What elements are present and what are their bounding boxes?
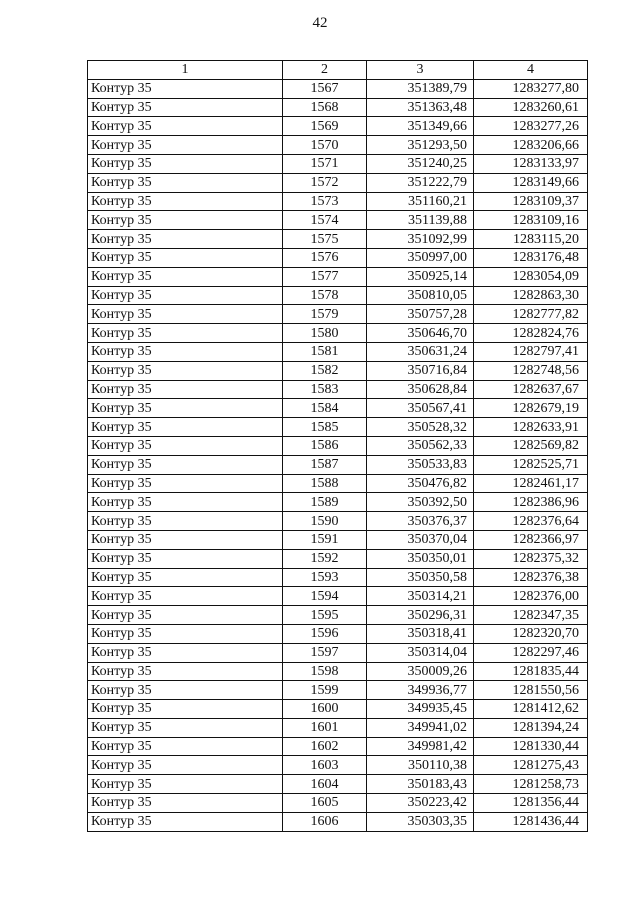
table-row <box>88 455 588 474</box>
contour-name-cell: Контур 35 <box>88 342 283 361</box>
x-coordinate-cell: 351363,48 <box>367 98 474 117</box>
table-row <box>88 361 588 380</box>
header-col-3: 3 <box>367 61 474 80</box>
contour-name-cell: Контур 35 <box>88 230 283 249</box>
y-coordinate-cell: 1282375,32 <box>474 549 588 568</box>
x-coordinate-cell: 350631,24 <box>367 342 474 361</box>
point-number-cell: 1571 <box>283 154 367 173</box>
point-number-cell: 1602 <box>283 737 367 756</box>
table-row <box>88 267 588 286</box>
point-number-cell: 1567 <box>283 79 367 98</box>
table-row <box>88 418 588 437</box>
contour-name-cell: Контур 35 <box>88 455 283 474</box>
y-coordinate-cell: 1282366,97 <box>474 530 588 549</box>
y-coordinate-cell: 1282376,64 <box>474 512 588 531</box>
header-row <box>88 61 588 80</box>
table-row <box>88 549 588 568</box>
y-coordinate-cell: 1281275,43 <box>474 756 588 775</box>
header-col-4: 4 <box>474 61 588 80</box>
contour-name-cell: Контур 35 <box>88 662 283 681</box>
table-row <box>88 530 588 549</box>
table-row <box>88 436 588 455</box>
contour-name-cell: Контур 35 <box>88 305 283 324</box>
contour-name-cell: Контур 35 <box>88 361 283 380</box>
x-coordinate-cell: 350757,28 <box>367 305 474 324</box>
contour-name-cell: Контур 35 <box>88 154 283 173</box>
contour-name-cell: Контур 35 <box>88 587 283 606</box>
header-col-1: 1 <box>88 61 283 80</box>
point-number-cell: 1591 <box>283 530 367 549</box>
point-number-cell: 1605 <box>283 794 367 813</box>
point-number-cell: 1589 <box>283 493 367 512</box>
contour-name-cell: Контур 35 <box>88 549 283 568</box>
y-coordinate-cell: 1281550,56 <box>474 681 588 700</box>
table-row <box>88 211 588 230</box>
y-coordinate-cell: 1283133,97 <box>474 154 588 173</box>
x-coordinate-cell: 350350,58 <box>367 568 474 587</box>
x-coordinate-cell: 351092,99 <box>367 230 474 249</box>
contour-name-cell: Контур 35 <box>88 700 283 719</box>
header-col-2: 2 <box>283 61 367 80</box>
table-row <box>88 512 588 531</box>
x-coordinate-cell: 351240,25 <box>367 154 474 173</box>
x-coordinate-cell: 350567,41 <box>367 399 474 418</box>
coordinates-table <box>87 60 588 832</box>
point-number-cell: 1603 <box>283 756 367 775</box>
x-coordinate-cell: 350110,38 <box>367 756 474 775</box>
contour-name-cell: Контур 35 <box>88 756 283 775</box>
contour-name-cell: Контур 35 <box>88 812 283 831</box>
page-number: 42 <box>312 15 328 31</box>
point-number-cell: 1588 <box>283 474 367 493</box>
contour-name-cell: Контур 35 <box>88 286 283 305</box>
table-row <box>88 587 588 606</box>
contour-name-cell: Контур 35 <box>88 794 283 813</box>
table-row <box>88 643 588 662</box>
y-coordinate-cell: 1281258,73 <box>474 775 588 794</box>
point-number-cell: 1593 <box>283 568 367 587</box>
point-number-cell: 1606 <box>283 812 367 831</box>
y-coordinate-cell: 1283115,20 <box>474 230 588 249</box>
x-coordinate-cell: 350223,42 <box>367 794 474 813</box>
x-coordinate-cell: 351349,66 <box>367 117 474 136</box>
table-row <box>88 606 588 625</box>
x-coordinate-cell: 350716,84 <box>367 361 474 380</box>
table-row <box>88 192 588 211</box>
contour-name-cell: Контур 35 <box>88 681 283 700</box>
point-number-cell: 1577 <box>283 267 367 286</box>
x-coordinate-cell: 350562,33 <box>367 436 474 455</box>
contour-name-cell: Контур 35 <box>88 248 283 267</box>
point-number-cell: 1587 <box>283 455 367 474</box>
contour-name-cell: Контур 35 <box>88 418 283 437</box>
x-coordinate-cell: 349936,77 <box>367 681 474 700</box>
table-row <box>88 662 588 681</box>
table-row <box>88 248 588 267</box>
table-row <box>88 737 588 756</box>
y-coordinate-cell: 1282376,00 <box>474 587 588 606</box>
y-coordinate-cell: 1283206,66 <box>474 136 588 155</box>
table-row <box>88 399 588 418</box>
table-row <box>88 79 588 98</box>
x-coordinate-cell: 351139,88 <box>367 211 474 230</box>
y-coordinate-cell: 1283149,66 <box>474 173 588 192</box>
y-coordinate-cell: 1282347,35 <box>474 606 588 625</box>
y-coordinate-cell: 1283277,80 <box>474 79 588 98</box>
y-coordinate-cell: 1281835,44 <box>474 662 588 681</box>
table-row <box>88 380 588 399</box>
y-coordinate-cell: 1283054,09 <box>474 267 588 286</box>
point-number-cell: 1586 <box>283 436 367 455</box>
table-row <box>88 230 588 249</box>
y-coordinate-cell: 1283260,61 <box>474 98 588 117</box>
point-number-cell: 1594 <box>283 587 367 606</box>
x-coordinate-cell: 350009,26 <box>367 662 474 681</box>
table-row <box>88 117 588 136</box>
contour-name-cell: Контур 35 <box>88 79 283 98</box>
point-number-cell: 1568 <box>283 98 367 117</box>
point-number-cell: 1578 <box>283 286 367 305</box>
contour-name-cell: Контур 35 <box>88 173 283 192</box>
contour-name-cell: Контур 35 <box>88 568 283 587</box>
contour-name-cell: Контур 35 <box>88 117 283 136</box>
table-row <box>88 794 588 813</box>
contour-name-cell: Контур 35 <box>88 512 283 531</box>
table-row <box>88 154 588 173</box>
x-coordinate-cell: 351222,79 <box>367 173 474 192</box>
y-coordinate-cell: 1283109,16 <box>474 211 588 230</box>
x-coordinate-cell: 350476,82 <box>367 474 474 493</box>
y-coordinate-cell: 1282461,17 <box>474 474 588 493</box>
y-coordinate-cell: 1281356,44 <box>474 794 588 813</box>
x-coordinate-cell: 350183,43 <box>367 775 474 794</box>
point-number-cell: 1573 <box>283 192 367 211</box>
x-coordinate-cell: 349981,42 <box>367 737 474 756</box>
contour-name-cell: Контур 35 <box>88 98 283 117</box>
y-coordinate-cell: 1282679,19 <box>474 399 588 418</box>
point-number-cell: 1572 <box>283 173 367 192</box>
y-coordinate-cell: 1283176,48 <box>474 248 588 267</box>
y-coordinate-cell: 1282525,71 <box>474 455 588 474</box>
point-number-cell: 1595 <box>283 606 367 625</box>
y-coordinate-cell: 1282297,46 <box>474 643 588 662</box>
point-number-cell: 1579 <box>283 305 367 324</box>
point-number-cell: 1583 <box>283 380 367 399</box>
contour-name-cell: Контур 35 <box>88 380 283 399</box>
y-coordinate-cell: 1282320,70 <box>474 624 588 643</box>
point-number-cell: 1597 <box>283 643 367 662</box>
x-coordinate-cell: 351293,50 <box>367 136 474 155</box>
x-coordinate-cell: 349935,45 <box>367 700 474 719</box>
contour-name-cell: Контур 35 <box>88 624 283 643</box>
x-coordinate-cell: 350925,14 <box>367 267 474 286</box>
x-coordinate-cell: 350318,41 <box>367 624 474 643</box>
y-coordinate-cell: 1282824,76 <box>474 324 588 343</box>
x-coordinate-cell: 350296,31 <box>367 606 474 625</box>
point-number-cell: 1596 <box>283 624 367 643</box>
x-coordinate-cell: 350528,32 <box>367 418 474 437</box>
x-coordinate-cell: 350314,04 <box>367 643 474 662</box>
contour-name-cell: Контур 35 <box>88 606 283 625</box>
table-header <box>88 61 588 80</box>
table-row <box>88 474 588 493</box>
table-row <box>88 324 588 343</box>
x-coordinate-cell: 349941,02 <box>367 718 474 737</box>
x-coordinate-cell: 350350,01 <box>367 549 474 568</box>
point-number-cell: 1584 <box>283 399 367 418</box>
x-coordinate-cell: 350646,70 <box>367 324 474 343</box>
table-row <box>88 756 588 775</box>
x-coordinate-cell: 350628,84 <box>367 380 474 399</box>
contour-name-cell: Контур 35 <box>88 775 283 794</box>
point-number-cell: 1592 <box>283 549 367 568</box>
x-coordinate-cell: 350997,00 <box>367 248 474 267</box>
point-number-cell: 1576 <box>283 248 367 267</box>
x-coordinate-cell: 350303,35 <box>367 812 474 831</box>
x-coordinate-cell: 350370,04 <box>367 530 474 549</box>
contour-name-cell: Контур 35 <box>88 718 283 737</box>
point-number-cell: 1590 <box>283 512 367 531</box>
table-row <box>88 700 588 719</box>
y-coordinate-cell: 1282386,96 <box>474 493 588 512</box>
table-row <box>88 568 588 587</box>
y-coordinate-cell: 1281394,24 <box>474 718 588 737</box>
contour-name-cell: Контур 35 <box>88 530 283 549</box>
x-coordinate-cell: 350392,50 <box>367 493 474 512</box>
point-number-cell: 1569 <box>283 117 367 136</box>
y-coordinate-cell: 1282777,82 <box>474 305 588 324</box>
point-number-cell: 1570 <box>283 136 367 155</box>
x-coordinate-cell: 350314,21 <box>367 587 474 606</box>
contour-name-cell: Контур 35 <box>88 211 283 230</box>
point-number-cell: 1580 <box>283 324 367 343</box>
table-row <box>88 624 588 643</box>
y-coordinate-cell: 1281436,44 <box>474 812 588 831</box>
table-row <box>88 286 588 305</box>
contour-name-cell: Контур 35 <box>88 643 283 662</box>
table-row <box>88 775 588 794</box>
point-number-cell: 1601 <box>283 718 367 737</box>
point-number-cell: 1574 <box>283 211 367 230</box>
contour-name-cell: Контур 35 <box>88 399 283 418</box>
table-row <box>88 173 588 192</box>
point-number-cell: 1585 <box>283 418 367 437</box>
y-coordinate-cell: 1282863,30 <box>474 286 588 305</box>
contour-name-cell: Контур 35 <box>88 136 283 155</box>
y-coordinate-cell: 1282797,41 <box>474 342 588 361</box>
contour-name-cell: Контур 35 <box>88 324 283 343</box>
y-coordinate-cell: 1282637,67 <box>474 380 588 399</box>
contour-name-cell: Контур 35 <box>88 267 283 286</box>
contour-name-cell: Контур 35 <box>88 474 283 493</box>
y-coordinate-cell: 1283109,37 <box>474 192 588 211</box>
contour-name-cell: Контур 35 <box>88 493 283 512</box>
x-coordinate-cell: 350810,05 <box>367 286 474 305</box>
table-row <box>88 681 588 700</box>
contour-name-cell: Контур 35 <box>88 737 283 756</box>
table-row <box>88 98 588 117</box>
x-coordinate-cell: 350376,37 <box>367 512 474 531</box>
table-row <box>88 342 588 361</box>
point-number-cell: 1575 <box>283 230 367 249</box>
y-coordinate-cell: 1282633,91 <box>474 418 588 437</box>
y-coordinate-cell: 1282748,56 <box>474 361 588 380</box>
table-row <box>88 718 588 737</box>
contour-name-cell: Контур 35 <box>88 436 283 455</box>
table-row <box>88 493 588 512</box>
point-number-cell: 1604 <box>283 775 367 794</box>
y-coordinate-cell: 1281412,62 <box>474 700 588 719</box>
table-row <box>88 305 588 324</box>
point-number-cell: 1599 <box>283 681 367 700</box>
y-coordinate-cell: 1281330,44 <box>474 737 588 756</box>
y-coordinate-cell: 1282376,38 <box>474 568 588 587</box>
point-number-cell: 1582 <box>283 361 367 380</box>
x-coordinate-cell: 350533,83 <box>367 455 474 474</box>
table-row <box>88 812 588 831</box>
point-number-cell: 1598 <box>283 662 367 681</box>
y-coordinate-cell: 1282569,82 <box>474 436 588 455</box>
point-number-cell: 1581 <box>283 342 367 361</box>
x-coordinate-cell: 351160,21 <box>367 192 474 211</box>
y-coordinate-cell: 1283277,26 <box>474 117 588 136</box>
contour-name-cell: Контур 35 <box>88 192 283 211</box>
point-number-cell: 1600 <box>283 700 367 719</box>
table-body <box>88 79 588 831</box>
x-coordinate-cell: 351389,79 <box>367 79 474 98</box>
table-row <box>88 136 588 155</box>
